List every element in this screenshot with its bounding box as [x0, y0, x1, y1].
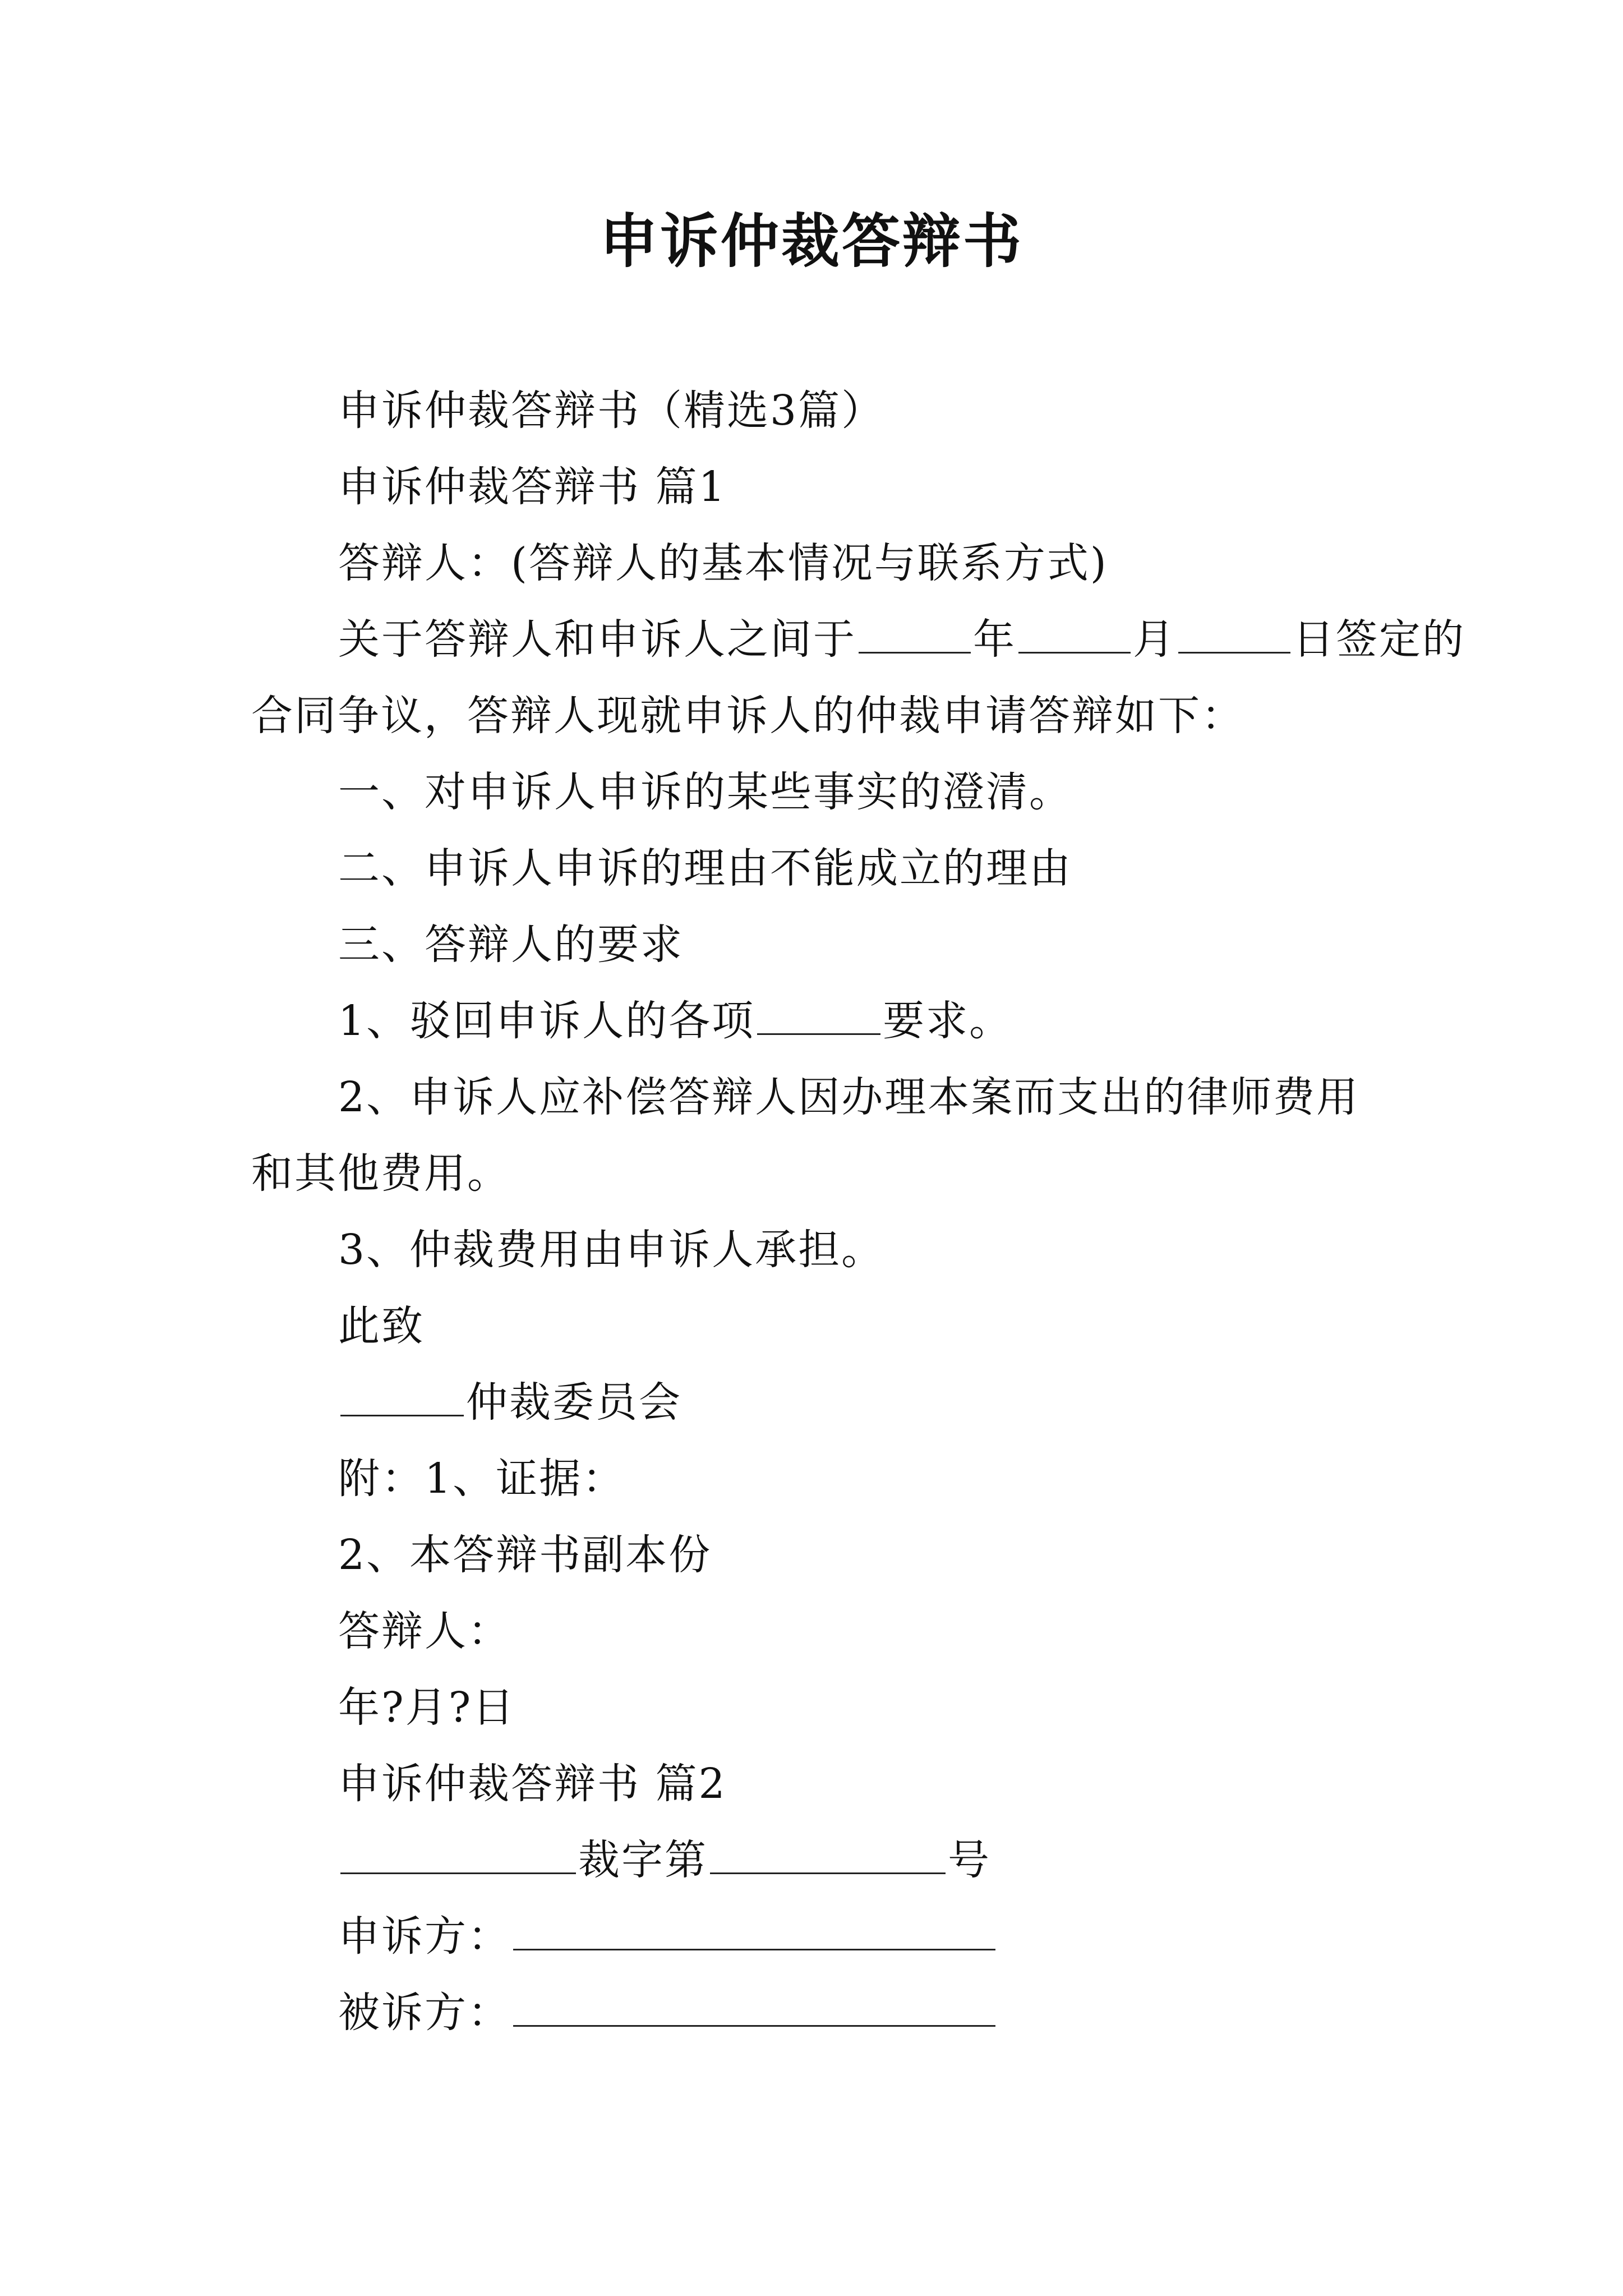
- committee-line: [251, 1364, 1390, 1441]
- document-subtitle: 申诉仲裁答辩书（精选3篇）: [338, 386, 885, 435]
- request-1-text-b: 要求。: [883, 997, 1013, 1045]
- intro-line-1: [251, 601, 1465, 678]
- item-2: 二、申诉人申诉的理由不能成立的理由: [338, 844, 1072, 892]
- day-blank: [1178, 610, 1290, 654]
- request-1-text-a: 1、驳回申诉人的各项: [338, 997, 755, 1045]
- document-body: [251, 372, 1465, 2051]
- complainant-blank: [513, 1907, 995, 1950]
- month-blank: [1018, 610, 1131, 654]
- committee-blank: [340, 1373, 464, 1416]
- complainant-line: [251, 1898, 1390, 1975]
- case-prefix-blank: [340, 1831, 576, 1874]
- case-tail: 号: [948, 1836, 991, 1884]
- request-blank: [757, 992, 880, 1035]
- part1-heading: 申诉仲裁答辩书 篇1: [338, 463, 727, 511]
- intro-text-a: 关于答辩人和申诉人之间于: [338, 615, 856, 664]
- case-number-blank: [710, 1831, 946, 1874]
- attachment-1: 附：1、证据：: [338, 1455, 626, 1503]
- case-mid: 裁字第: [578, 1836, 708, 1884]
- defendant-line: [251, 1975, 1390, 2051]
- defendant-blank: [513, 1984, 995, 2027]
- date-line: 年?月?日: [338, 1683, 516, 1732]
- intro-month: 月: [1133, 615, 1176, 664]
- request-3: 3、仲裁费用由申诉人承担。: [338, 1226, 885, 1274]
- signer-line: 答辩人：: [338, 1607, 511, 1655]
- case-number-line: [251, 1822, 1390, 1898]
- intro-day-tail: 日签定的: [1293, 615, 1465, 664]
- request-2-line-2: 和其他费用。: [251, 1149, 510, 1198]
- item-1: 一、对申诉人申诉的某些事实的澄清。: [338, 768, 1072, 816]
- part2-heading: 申诉仲裁答辩书 篇2: [338, 1760, 727, 1808]
- document-title: 申诉仲裁答辩书: [599, 207, 1023, 275]
- request-1: [251, 983, 1390, 1059]
- respondent-line: 答辩人：(答辩人的基本情况与联系方式): [338, 539, 1108, 587]
- year-blank: [859, 610, 971, 654]
- item-3: 三、答辩人的要求: [338, 921, 684, 969]
- request-2-line-1: 2、申诉人应补偿答辩人因办理本案而支出的律师费用: [338, 1073, 1360, 1121]
- committee-text: 仲裁委员会: [466, 1378, 682, 1427]
- salutation: 此致: [338, 1302, 425, 1350]
- complainant-label: 申诉方：: [338, 1912, 511, 1961]
- defendant-label: 被诉方：: [338, 1989, 511, 2037]
- intro-line-2: 合同争议，答辩人现就申诉人的仲裁申请答辩如下：: [251, 692, 1244, 740]
- attachment-2: 2、本答辩书副本份: [338, 1531, 712, 1579]
- intro-year: 年: [973, 615, 1016, 664]
